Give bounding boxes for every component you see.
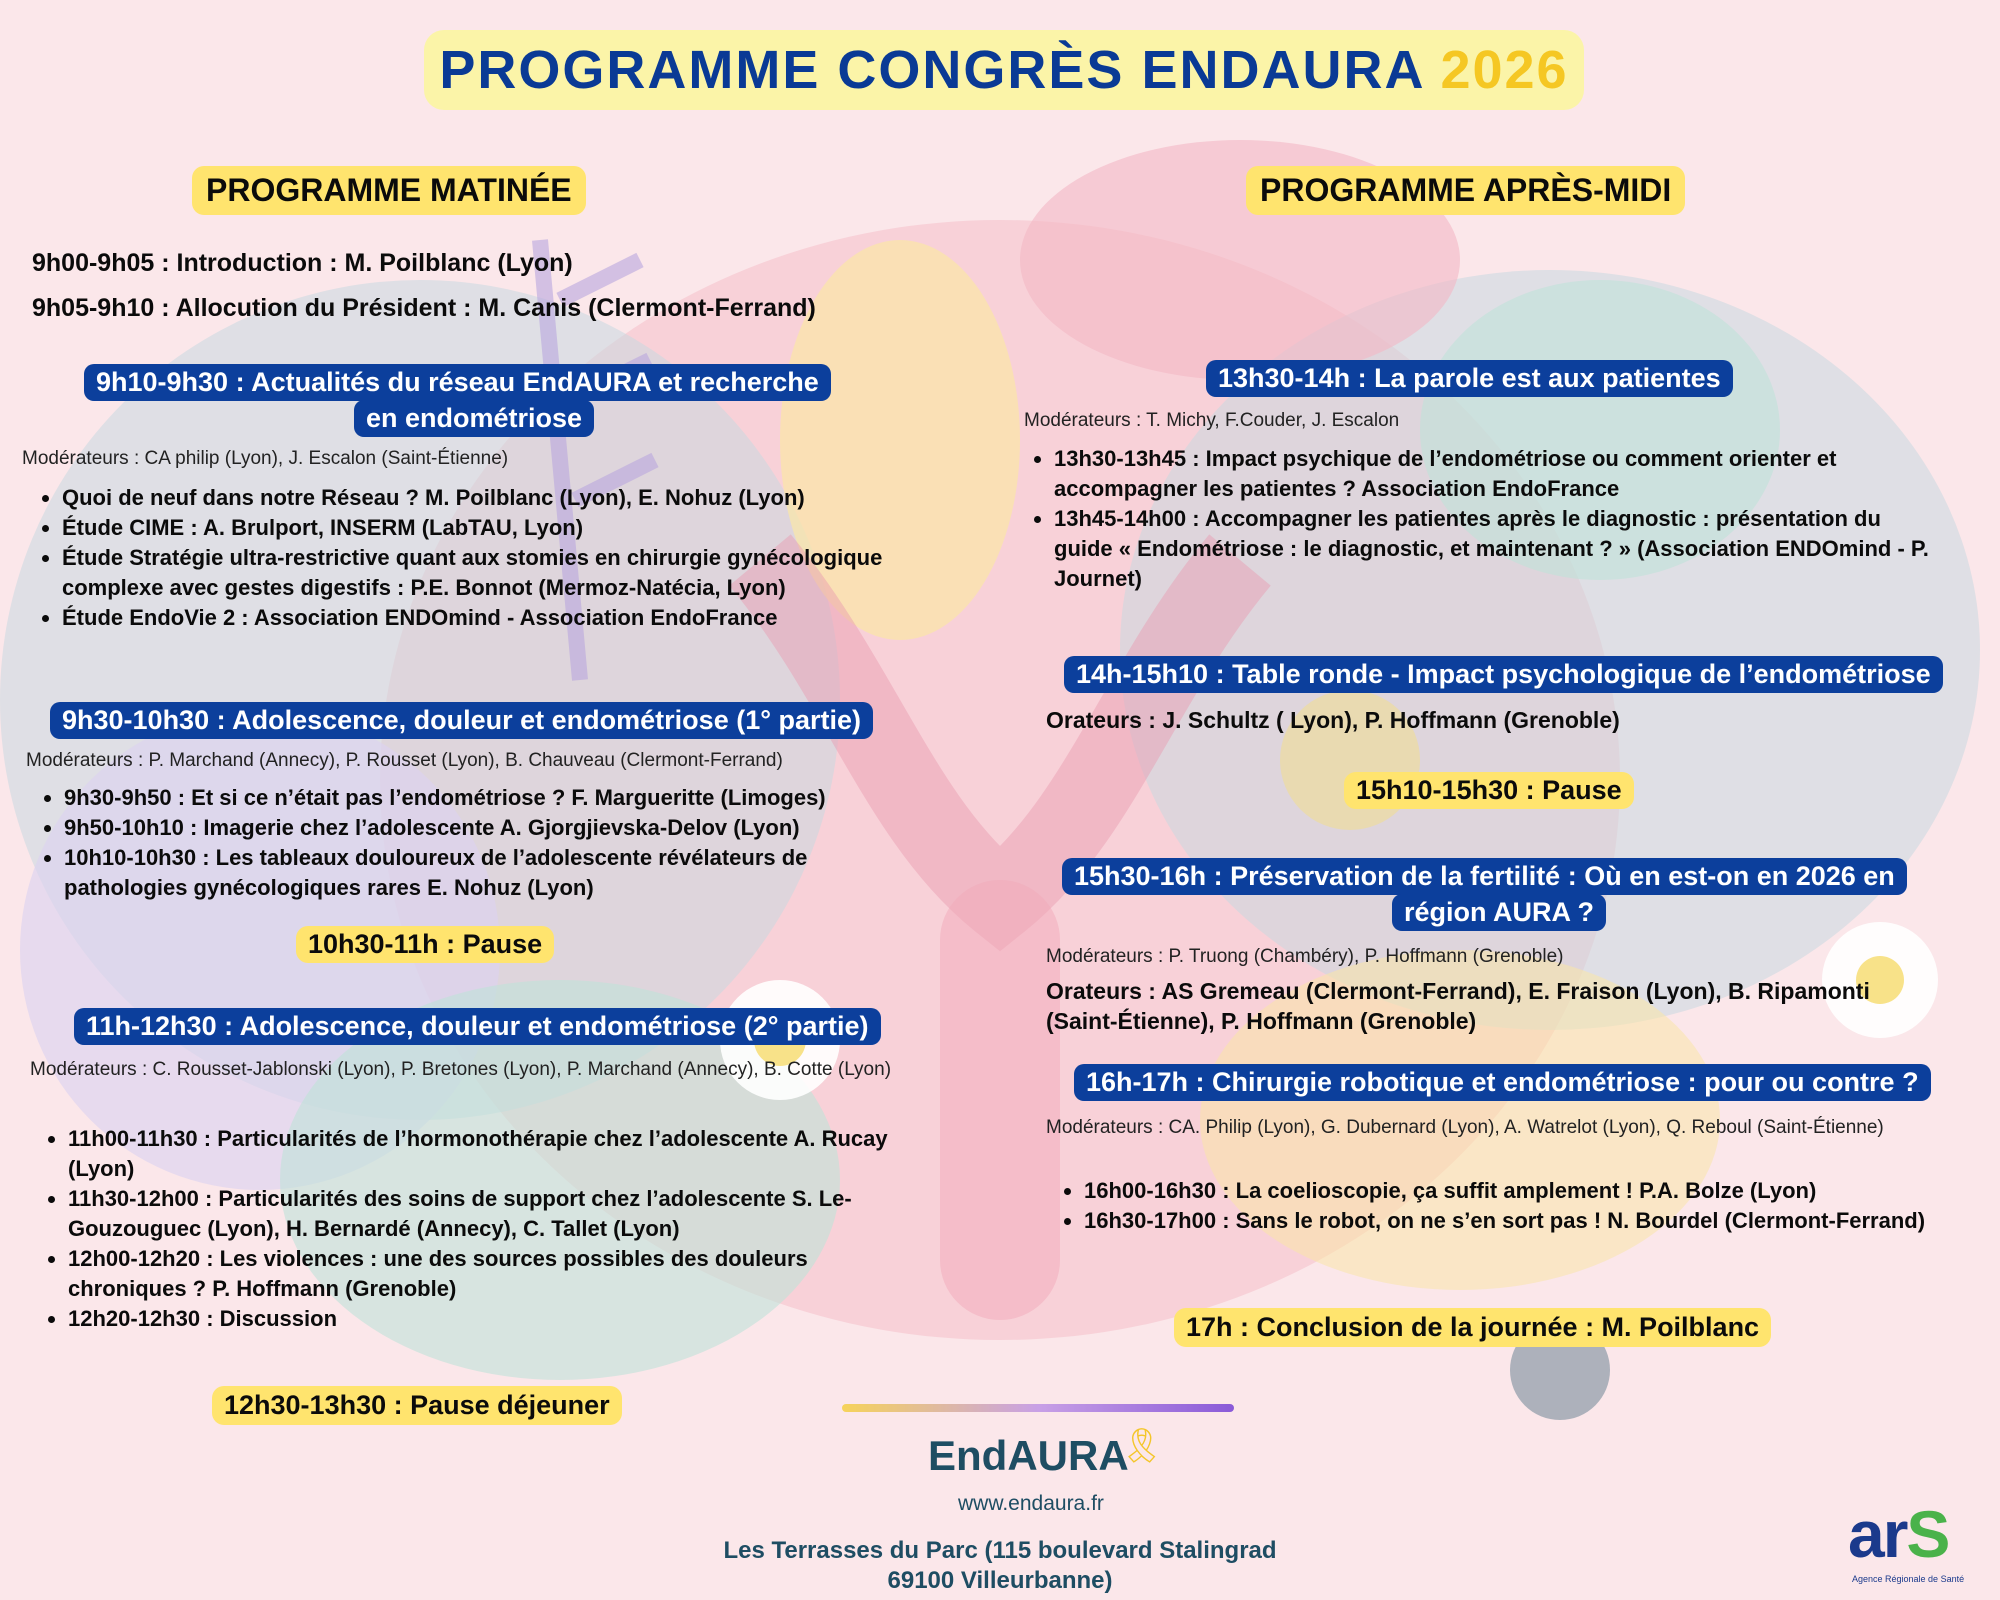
session-title-adolescence-1: 9h30-10h30 : Adolescence, douleur et endométriose (1° partie): [50, 702, 873, 739]
footer-divider: [842, 1404, 1234, 1412]
session-title-fertilite: 15h30-16h : Préservation de la fertilité : Où en est-on en 2026 en: [1062, 858, 1907, 895]
intro-line: 9h00-9h05 : Introduction : M. Poilblanc (Lyon): [32, 249, 573, 277]
list-item: • 12h20-12h30 : Discussion: [68, 1304, 918, 1334]
awareness-ribbon-icon: 🎗: [1120, 1427, 1164, 1465]
list-item: • 9h30-9h50 : Et si ce n’était pas l’endométriose ? F. Margueritte (Limoges): [64, 783, 934, 813]
session-title-reseau-cont: en endométriose: [354, 400, 594, 437]
ars-tagline: Agence Régionale de Santé: [1852, 1574, 1965, 1584]
list-item: • 11h00-11h30 : Particularités de l’hormonothérapie chez l’adolescente A. Rucay (Lyon): [68, 1124, 918, 1184]
afternoon-heading: PROGRAMME APRÈS-MIDI: [1246, 166, 1685, 215]
moderators-patientes: Modérateurs : T. Michy, F.Couder, J. Escalon: [1024, 410, 1400, 431]
list-item: • 13h30-13h45 : Impact psychique de l’endométriose ou comment orienter et accompagner les patientes ? Association EndoFrance: [1054, 444, 1944, 504]
list-item: • 13h45-14h00 : Accompagner les patientes après le diagnostic : présentation du guide « Endométriose : le diagnostic, et maintenant ? » (Association ENDOmind - P. Journet): [1054, 504, 1944, 594]
conclusion: 17h : Conclusion de la journée : M. Poilblanc: [1174, 1308, 1771, 1347]
moderators-fertilite: Modérateurs : P. Truong (Chambéry), P. Hoffmann (Grenoble): [1046, 946, 1564, 967]
session-title-fertilite-cont: région AURA ?: [1392, 894, 1606, 931]
list-item: • 16h00-16h30 : La coelioscopie, ça suffit amplement ! P.A. Bolze (Lyon): [1084, 1176, 1954, 1206]
list-item: • 11h30-12h00 : Particularités des soins de support chez l’adolescente S. Le-Gouzouguec (Lyon), H. Bernardé (Annecy), C. Tallet (Lyon): [68, 1184, 918, 1244]
address-line-1: Les Terrasses du Parc (115 boulevard Stalingrad: [723, 1537, 1277, 1564]
endaura-logo: EndAURA: [928, 1432, 1129, 1479]
title-year: 2026: [1440, 40, 1569, 100]
session-items-adolescence-1: [34, 783, 934, 903]
morning-heading: PROGRAMME MATINÉE: [192, 166, 586, 215]
venue-address: [700, 1536, 1300, 1596]
speakers-table-ronde: Orateurs : J. Schultz ( Lyon), P. Hoffmann (Grenoble): [1046, 707, 1620, 733]
list-item: • 9h50-10h10 : Imagerie chez l’adolescente A. Gjorgjievska-Delov (Lyon): [64, 813, 934, 843]
moderators-robotique: Modérateurs : CA. Philip (Lyon), G. Dubernard (Lyon), A. Watrelot (Lyon), Q. Reboul (Saint-Étienne): [1046, 1117, 1884, 1138]
speakers-fertilite: Orateurs : AS Gremeau (Clermont-Ferrand), E. Fraison (Lyon), B. Ripamonti (Saint-Étienne), P. Hoffmann (Grenoble): [1046, 978, 1870, 1034]
moderators-adolescence-2: Modérateurs : C. Rousset-Jablonski (Lyon), P. Bretones (Lyon), P. Marchand (Annecy), B. Cotte (Lyon): [30, 1059, 892, 1080]
session-title-reseau: 9h10-9h30 : Actualités du réseau EndAURA et recherche: [84, 364, 831, 401]
list-item: • 12h00-12h20 : Les violences : une des sources possibles des douleurs chroniques ? P. Hoffmann (Grenoble): [68, 1244, 918, 1304]
lunch-break: 12h30-13h30 : Pause déjeuner: [212, 1386, 622, 1425]
list-item: • Quoi de neuf dans notre Réseau ? M. Poilblanc (Lyon), E. Nohuz (Lyon): [62, 483, 912, 513]
list-item: • 16h30-17h00 : Sans le robot, on ne s’en sort pas ! N. Bourdel (Clermont-Ferrand): [1084, 1206, 1954, 1236]
page-title: PROGRAMME CONGRÈS ENDAURA 2026: [439, 40, 1569, 100]
session-title-robotique: 16h-17h : Chirurgie robotique et endométriose : pour ou contre ?: [1074, 1064, 1931, 1101]
list-item: • Étude CIME : A. Brulport, INSERM (LabTAU, Lyon): [62, 513, 912, 543]
session-items-adolescence-2: [38, 1124, 918, 1334]
session-title-adolescence-2: 11h-12h30 : Adolescence, douleur et endométriose (2° partie): [74, 1008, 881, 1045]
pause-afternoon: 15h10-15h30 : Pause: [1344, 772, 1634, 809]
session-items-patientes: [1024, 444, 1944, 594]
session-title-patientes: 13h30-14h : La parole est aux patientes: [1206, 360, 1733, 397]
pause-morning: 10h30-11h : Pause: [296, 926, 554, 963]
president-line: 9h05-9h10 : Allocution du Président : M. Canis (Clermont-Ferrand): [32, 294, 816, 322]
main-title-banner: [424, 30, 1584, 110]
address-line-2: 69100 Villeurbanne): [887, 1567, 1113, 1594]
website-link[interactable]: www.endaura.fr: [958, 1492, 1104, 1515]
ars-logo: arS: [1848, 1497, 1949, 1571]
list-item: • Étude EndoVie 2 : Association ENDOmind - Association EndoFrance: [62, 603, 912, 633]
moderators-adolescence-1: Modérateurs : P. Marchand (Annecy), P. Rousset (Lyon), B. Chauveau (Clermont-Ferrand): [26, 750, 783, 771]
moderators-reseau: Modérateurs : CA philip (Lyon), J. Escalon (Saint-Étienne): [22, 448, 509, 469]
session-title-table-ronde: 14h-15h10 : Table ronde - Impact psychologique de l’endométriose: [1064, 656, 1943, 693]
session-items-robotique: [1054, 1176, 1954, 1236]
list-item: • 10h10-10h30 : Les tableaux douloureux de l’adolescente révélateurs de pathologies gynécologiques rares E. Nohuz (Lyon): [64, 843, 934, 903]
list-item: • Étude Stratégie ultra-restrictive quant aux stomies en chirurgie gynécologique complexe avec gestes digestifs : P.E. Bonnot (Mermoz-Natécia, Lyon): [62, 543, 912, 603]
session-items-reseau: [32, 483, 912, 633]
